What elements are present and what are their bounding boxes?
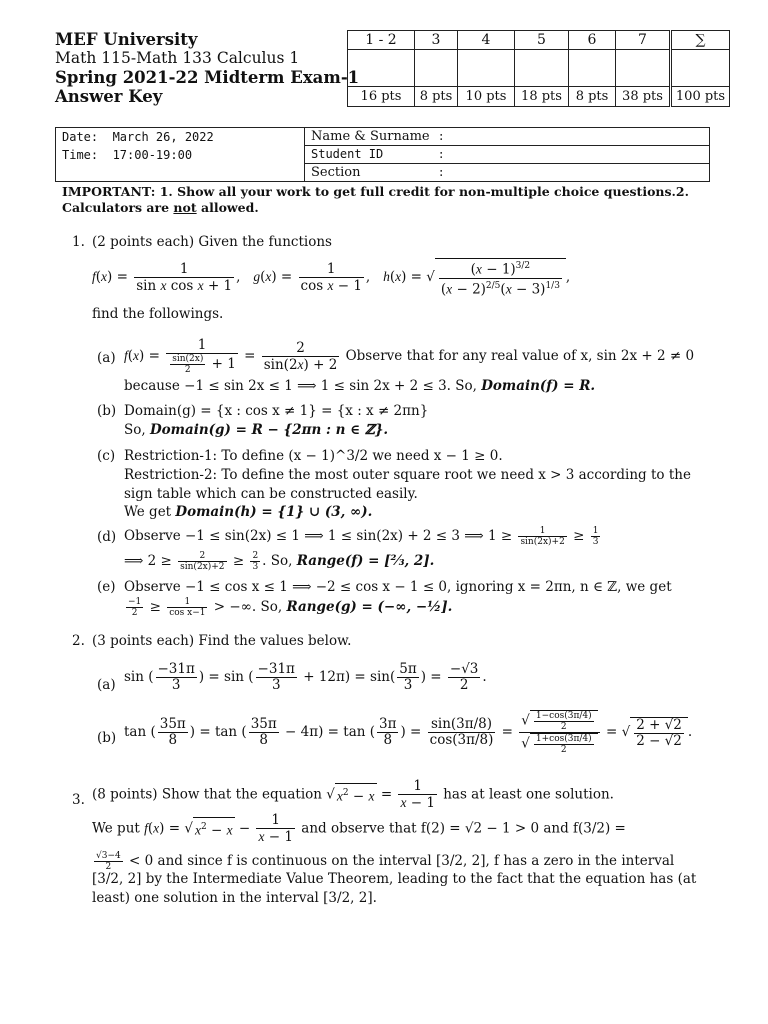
q1d-label: (d) — [97, 529, 117, 545]
q1c-line4: We get Domain(h) = {1} ∪ (3, ∞). — [124, 504, 373, 520]
q1c-line2: Restriction-2: To define the most outer square root we need x > 3 according to the — [124, 467, 691, 483]
university-name: MEF University — [55, 30, 198, 49]
q1d-line1: Observe −1 ≤ sin(2x) ≤ 1 ⟹ 1 ≤ sin(2x) + 2 ≤ 3 ⟹ 1 ≥ $\frac{1}{\sin(2x)+2}$ ≥ $\frac{1}{3}$ — [124, 526, 599, 547]
score-cell — [616, 50, 671, 87]
time-value: 17:00-19:00 — [112, 147, 193, 162]
q1a-result: Domain(f) = R. — [481, 378, 596, 394]
section-cell: Section : — [305, 164, 710, 182]
score-col-header: 5 — [515, 31, 569, 50]
date-cell — [56, 128, 305, 146]
q3-line2: $\frac{√3-4}{2}$ < 0 and since f is continuous on the interval [3/2, 2], f has a zero in the interval — [96, 851, 675, 872]
q1b-line2: So, Domain(g) = R − {2πn : n ∈ ℤ}. — [124, 422, 389, 438]
score-col-header: 4 — [458, 31, 515, 50]
q1-intro: (2 points each) Given the functions — [92, 234, 332, 250]
q1a-line1: f(x) = 1 $\frac{\sin(2x)}{2}$ + 1 = $\frac{2}{\sin(2x) + 2}$ Observe that for any real value of x, sin 2x + 2 ≠ 0 — [124, 337, 695, 375]
q1-number: 1. — [72, 234, 85, 250]
q1c-line3: sign table which can be constructed easily. — [124, 486, 418, 502]
score-cell — [458, 50, 515, 87]
time-label: Time: — [62, 147, 99, 162]
date-label: Date: — [62, 129, 99, 144]
q2b-expression: tan ( $\frac{35\pi}{8}$ ) = tan ( $\frac{35\pi}{8}$ − 4π) = tan ( $\frac{3\pi}{8}$ ) = $\frac{\sin(3\pi/8)}{\cos(3\pi/8)}$ = √ $\frac{1-\cos(3\pi/4)}{2}$ √ $\frac{1+\cos(3\pi/4)}{2}$ = √ $\frac{2 + √2}{2 - √2}$ . — [124, 711, 693, 755]
name-cell: Name & Surname : — [305, 128, 710, 146]
q3-line4: least) one solution in the interval [3/2, 2]. — [92, 890, 377, 906]
student-info-table — [55, 127, 710, 182]
q2a-expression: sin ( $\frac{-31\pi}{3}$ ) = sin ( $\frac{-31\pi}{3}$ + 12π) = sin( $\frac{5\pi}{3}$ ) = $\frac{-√3}{2}$ . — [124, 661, 487, 693]
score-cell — [348, 50, 415, 87]
q1-functions: f(x) = $\frac{1}{\text{sin x cos x + 1}}$ , g(x) = $\frac{1}{\text{cos x − 1}}$ , h(x) = √ $\frac{(x - 1)^{3/2}}{(x - 2)^{2/5}(x - 3)^{1/3}}$ , — [92, 258, 570, 297]
date-value: March 26, 2022 — [112, 129, 214, 144]
q1b-line1: Domain(g) = {x : cos x ≠ 1} = {x : x ≠ 2πn} — [124, 403, 429, 419]
q1c-line1: Restriction-1: To define (x − 1)^3/2 we need x − 1 ≥ 0. — [124, 448, 503, 464]
q1c-label: (c) — [97, 448, 116, 464]
q1b-label: (b) — [97, 403, 117, 419]
q1d-result: Range(f) = [⅔, 2]. — [296, 553, 435, 569]
q1e-line1: Observe −1 ≤ cos x ≤ 1 ⟹ −2 ≤ cos x − 1 ≤ 0, ignoring x = 2πn, n ∈ ℤ, we get — [124, 579, 672, 595]
score-col-header: 1 - 2 — [348, 31, 415, 50]
q1e-result: Range(g) = (−∞, −½]. — [286, 599, 453, 615]
score-cell — [671, 50, 730, 87]
points-cell: 8 pts — [415, 87, 458, 107]
q2-intro: (3 points each) Find the values below. — [92, 633, 352, 649]
q1e-line2: $\frac{-1}{2}$ ≥ $\frac{1}{\text{cos x−1}}$ > −∞. So, Range(g) = (−∞, −½]. — [128, 597, 453, 618]
score-col-header: ∑ — [671, 31, 730, 50]
q3-line3: [3/2, 2] by the Intermediate Value Theorem, leading to the fact that the equation has (at — [92, 871, 697, 887]
points-cell: 38 pts — [616, 87, 671, 107]
q2-number: 2. — [72, 633, 85, 649]
points-cell: 8 pts — [569, 87, 616, 107]
q1d-line2: ⟹ 2 ≥ $\frac{2}{\sin(2x)+2}$ ≥ $\frac{2}{3}$ . So, Range(f) = [⅔, 2]. — [124, 551, 435, 572]
exam-title: Spring 2021-22 Midterm Exam-1 — [55, 68, 360, 87]
score-col-header: 3 — [415, 31, 458, 50]
answer-key-label: Answer Key — [55, 87, 163, 106]
course-name: Math 115-Math 133 Calculus 1 — [55, 49, 300, 67]
score-cell — [415, 50, 458, 87]
score-col-header: 6 — [569, 31, 616, 50]
q3-intro: (8 points) Show that the equation √ $x^2 - x$ = $\frac{1}{x - 1}$ has at least one solution. — [92, 778, 614, 811]
name-label: Name & Surname — [311, 129, 430, 144]
q1b-result: Domain(g) = R − {2πn : n ∈ ℤ}. — [149, 422, 389, 438]
q1c-result: Domain(h) = {1} ∪ (3, ∞). — [175, 504, 373, 520]
time-cell — [56, 146, 305, 164]
points-cell: 18 pts — [515, 87, 569, 107]
not-underlined: not — [173, 200, 197, 215]
score-cell — [515, 50, 569, 87]
score-col-header: 7 — [616, 31, 671, 50]
q2b-label: (b) — [97, 730, 117, 746]
score-table — [347, 30, 730, 107]
points-cell: 16 pts — [348, 87, 415, 107]
blank-cell — [56, 164, 305, 182]
q1e-label: (e) — [97, 579, 116, 595]
score-cell — [569, 50, 616, 87]
q2a-label: (a) — [97, 677, 116, 693]
points-cell: 100 pts — [671, 87, 730, 107]
q1a-label: (a) — [97, 350, 116, 366]
exam-header — [55, 30, 359, 106]
student-id-label: Student ID — [311, 147, 384, 161]
student-id-cell: Student ID : — [305, 146, 710, 164]
points-cell: 10 pts — [458, 87, 515, 107]
q3-number: 3. — [72, 792, 85, 808]
section-label: Section — [311, 165, 361, 180]
q1a-line2: because −1 ≤ sin 2x ≤ 1 ⟹ 1 ≤ sin 2x + 2 ≤ 3. So, Domain(f) = R. — [124, 378, 596, 394]
q3-line1: We put f(x) = √ $x^2 - x$ − $\frac{1}{x - 1}$ and observe that f(2) = √2 − 1 > 0 and f(3/2) = — [92, 812, 626, 845]
q1-find: find the followings. — [92, 306, 224, 322]
important-note: IMPORTANT: 1. Show all your work to get full credit for non-multiple choice questions.2. Calculators are not allowed. — [62, 184, 689, 215]
